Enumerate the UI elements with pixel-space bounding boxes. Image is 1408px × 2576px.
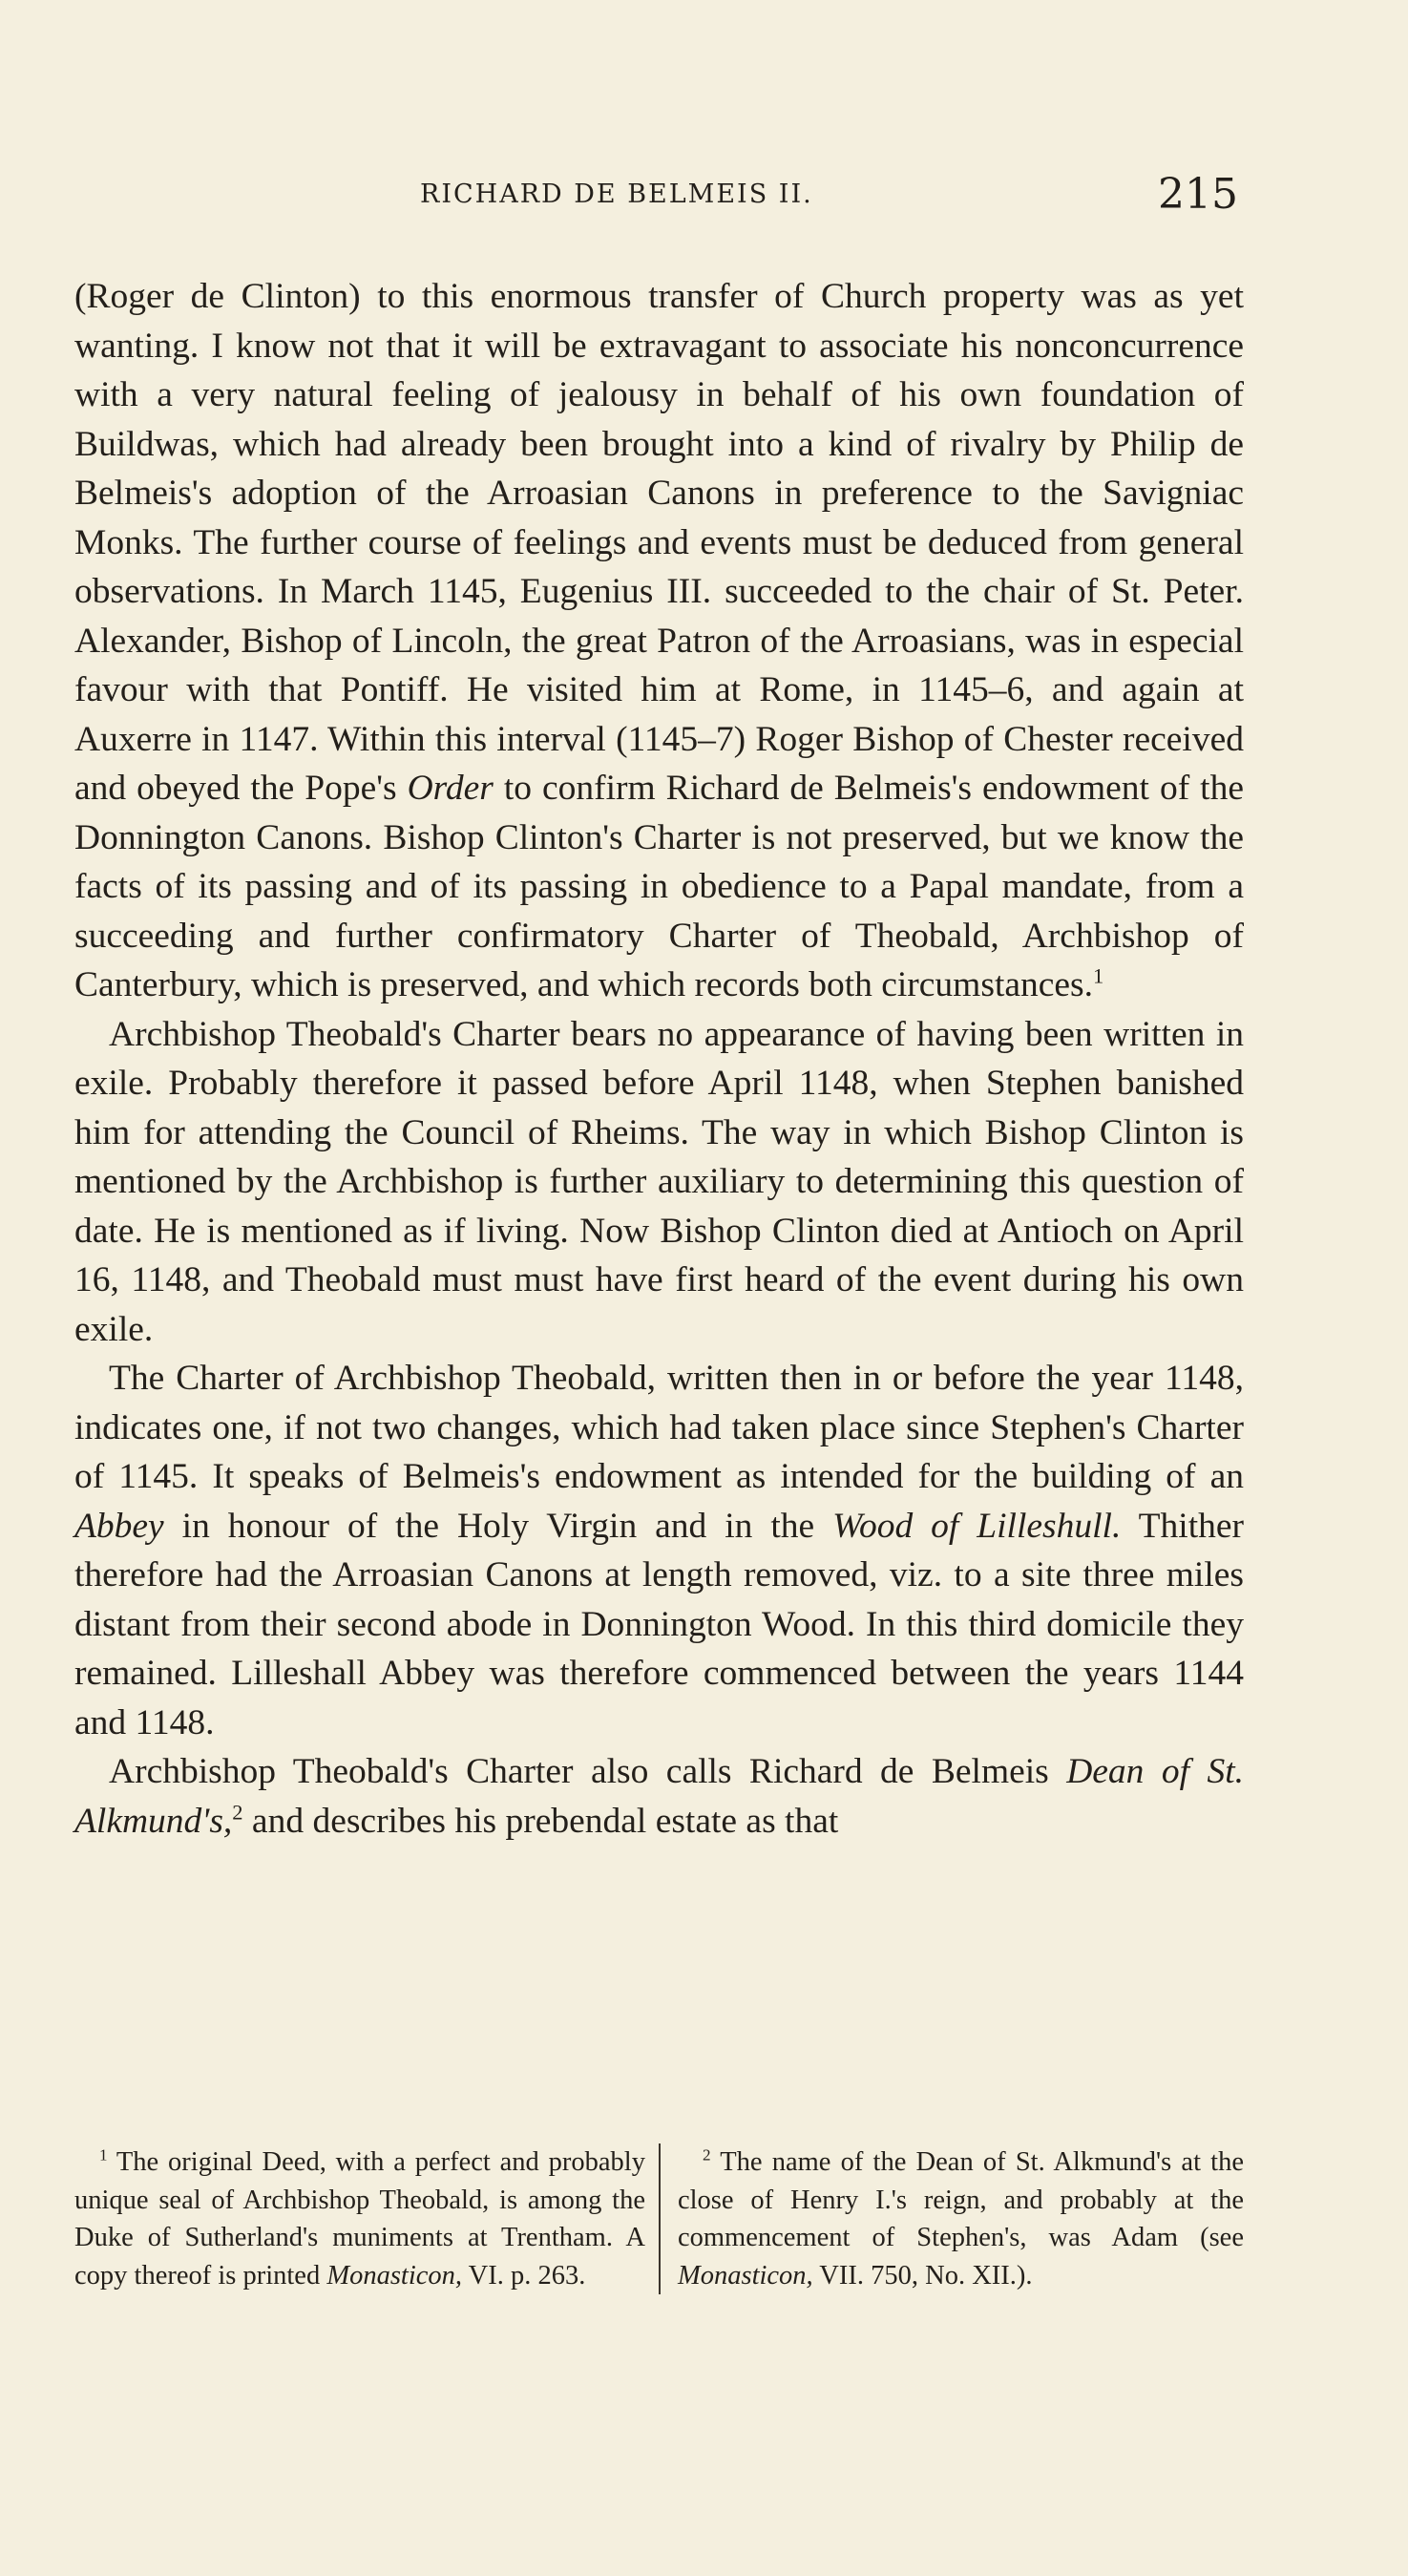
italic-order: Order: [407, 769, 494, 808]
paragraph-4: Archbishop Theobald's Charter also calls Richard de Belmeis Dean of St. Alkmund's,$^2$ and describes his prebendal estate as that: [74, 1752, 1244, 1841]
paragraph-2: Archbishop Theobald's Charter bears no appearance of having been written in exile. Probably therefore it passed before April 1148, when Stephen banished him for attending the Council of Rheims. The way in which Bishop Clinton is mentioned by the Archbishop is further auxiliary to determining this question of date. He is mentioned as if living. Now Bishop Clinton died at Antioch on April 16, 1148, and Theobald must must have first heard of the event during his own exile.: [74, 1014, 1244, 1349]
italic-abbey: Abbey: [74, 1506, 164, 1546]
running-head: RICHARD DE BELMEIS II.: [420, 179, 813, 209]
body-text: [74, 272, 1244, 1846]
paragraph-1: (Roger de Clinton) to this enormous transfer of Church property was as yet wanting. I know not that it will be extravagant to associate his nonconcurrence with a very natural feeling of jealousy in behalf of his own foundation of Buildwas, which had already been brought into a kind of rivalry by Philip de Belmeis's adoption of the Arroasian Canons in preference to the Savigniac Monks. The further course of feelings and events must be deduced from general observations. In March 1145, Eugenius III. succeeded to the chair of St. Peter. Alexander, Bishop of Lincoln, the great Patron of the Arroasians, was in especial favour with that Pontiff. He visited him at Rome, in 1145–6, and again at Auxerre in 1147. Within this interval (1145–7) Roger Bishop of Chester received and obeyed the Pope's Order to confirm Richard de Belmeis's endowment of the Donnington Canons. Bishop Clinton's Charter is not preserved, but we know the facts of its passing and of its passing in obedience to a Papal mandate, from a succeeding and further confirmatory Charter of Theobald, Archbishop of Canterbury, which is preserved, and which records both circumstances.$^1$: [74, 277, 1244, 1004]
paragraph-3: The Charter of Archbishop Theobald, written then in or before the year 1148, indicates one, if not two changes, which had taken place since Stephen's Charter of 1145. It speaks of Belmeis's endowment as intended for the building of an Abbey in honour of the Holy Virgin and in the Wood of Lilleshull. Thither therefore had the Arroasian Canons at length removed, viz. to a site three miles distant from their second abode in Donnington Wood. In this third domicile they remained. Lilleshall Abbey was therefore commenced between the years 1144 and 1148.: [74, 1359, 1244, 1742]
footnote-ref-2: 2: [232, 1800, 243, 1824]
footnotes: [74, 2143, 1244, 2294]
italic-wood: Wood of Lilleshull.: [832, 1506, 1122, 1546]
footnote-2: $^2$ The name of the Dean of St. Alkmund's at the close of Henry I.'s reign, and probably at the commencement of Stephen's, was Adam (see Monasticon, VII. 750, No. XII.).: [677, 2145, 1244, 2291]
italic-dean: Dean of St. Alkmund's,: [74, 1752, 1244, 1841]
footnote-1: $^1$ The original Deed, with a perfect and probably unique seal of Archbishop Theobald, is among the Duke of Sutherland's muniments at Trentham. A copy thereof is printed Monasticon, VI. p. 263.: [74, 2143, 661, 2294]
page-number: 215: [1158, 170, 1238, 219]
footnote-ref-1: 1: [1093, 963, 1104, 988]
